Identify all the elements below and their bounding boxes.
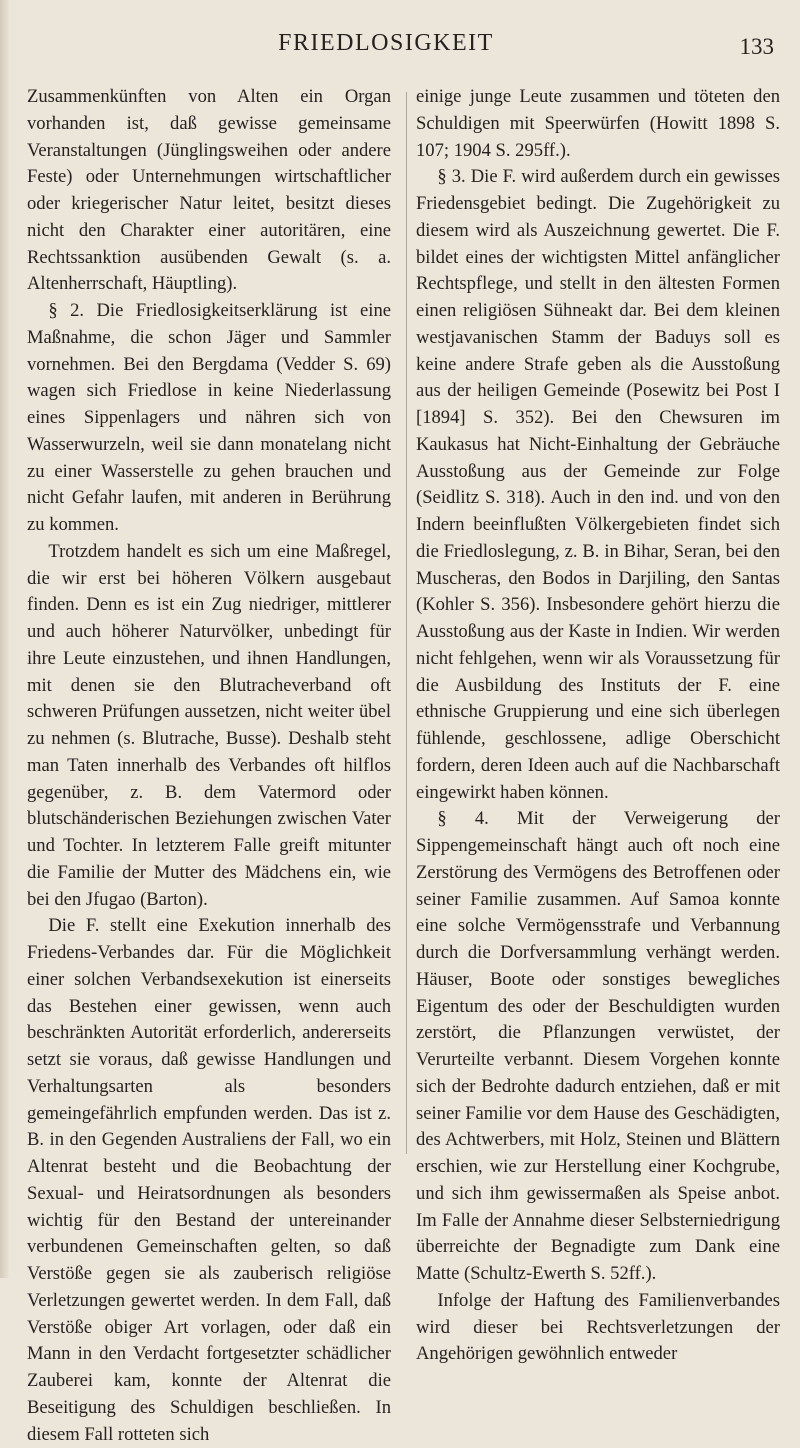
paragraph: § 3. Die F. wird außerdem durch ein gewisses Friedensgebiet bedingt. Die Zugehörigkeit zu diesem wird als Auszeichnung gewertet. Die F. bildet eines der wichtigsten Mittel anfänglicher Rechtspflege, und stellt in den ältesten Formen einen religiösen Sühneakt dar. Bei dem kleinen westjavanischen Stamm der Baduys soll es keine andere Strafe geben als die Ausstoßung aus der heiligen Gemeinde (Posewitz bei Post I [1894] S. 352). Bei den Chewsuren im Kaukasus hat Nicht-Einhaltung der Gebräuche Ausstoßung aus der Gemeinde zur Folge (Seidlitz S. 318). Auch in den ind. und von den Indern beeinflußten Völkergebieten findet sich die Friedloslegung, z. B. in Bihar, Seran, bei den Muscheras, den Bodos in Darjiling, den Santas (Kohler S. 356). Insbesondere gehört hierzu die Ausstoßung aus der Kaste in Indien. Wir werden nicht fehlgehen, wenn wir als Voraussetzung für die Ausbildung des Instituts der F. eine ethnische Gruppierung und eine sich überlegen fühlende, geschlossene, adlige Oberschicht fordern, deren Ideen auch auf die Nachbarschaft eingewirkt haben können. [416, 166, 780, 803]
paragraph: § 2. Die Friedlosigkeitserklärung ist eine Maßnahme, die schon Jäger und Sammler vornehmen. Bei den Bergdama (Vedder S. 69) wagen sich Friedlose in keine Niederlassung eines Sippenlagers und nähren sich von Wasserwurzeln, weil sie dann monatelang nicht zu einer Wasserstelle zu gehen brauchen und nicht Gefahr laufen, mit anderen in Berührung zu kommen. [27, 300, 391, 535]
paragraph: Infolge der Haftung des Familienverbandes wird dieser bei Rechtsverletzungen der Angehörigen gewöhnlich entweder [416, 1289, 780, 1365]
paragraph: Zusammenkünften von Alten ein Organ vorhanden ist, daß gewisse gemeinsame Veranstaltungen (Jünglingsweihen oder andere Feste) oder Unternehmungen wirtschaftlicher oder kriegerischer Natur leitet, besitzt dieses nicht den Charakter einer autoritären, eine Rechtssanktion ausübenden Gewalt (s. a. Altenherrschaft, Häuptling). [27, 86, 391, 295]
paragraph: Trotzdem handelt es sich um eine Maßregel, die wir erst bei höheren Völkern ausgebaut finden. Denn es ist ein Zug niedriger, mittlerer und auch höherer Naturvölker, unbedingt für ihre Leute einzustehen, und ihnen Handlungen, mit denen sie den Blutracheverband oft schweren Prüfungen aussetzen, nicht weiter übel zu nehmen (s. Blutrache, Busse). Deshalb steht man Taten innerhalb des Verbandes oft hilflos gegenüber, z. B. dem Vatermord oder blutschänderischen Beziehungen zwischen Vater und Tochter. In letzterem Falle greift mitunter die Familie der Mutter des Mädchens ein, wie bei den Jfugao (Barton). [27, 540, 391, 910]
column-divider [406, 92, 407, 1154]
page-edge-shadow [0, 0, 10, 1278]
paragraph: § 4. Mit der Verweigerung der Sippengemeinschaft hängt auch oft noch eine Zerstörung des Vermögens des Betroffenen oder seiner Familie zusammen. Auf Samoa konnte eine solche Vermögensstrafe und Verbannung durch die Dorfversammlung verhängt werden. Häuser, Boote oder sonstiges bewegliches Eigentum des oder der Beschuldigten wurden zerstört, die Pflanzungen verwüstet, der Verurteilte verbannt. Diesem Vorgehen konnte sich der Bedrohte dadurch entziehen, daß er mit seiner Familie vor dem Hause des Geschädigten, des Achtwerbers, mit Holz, Steinen und Blättern erschien, wie zur Herstellung einer Kochgrube, und sich ihm gewissermaßen als Speise anbot. Im Falle der Annahme dieser Selbsterniedrigung überreichte der Begnadigte zum Dank eine Matte (Schultz-Ewerth S. 52ff.). [416, 808, 780, 1284]
paragraph: einige junge Leute zusammen und töteten den Schuldigen mit Speerwürfen (Howitt 1898 S. 107; 1904 S. 295ff.). [416, 86, 780, 161]
right-column [416, 84, 780, 1368]
page-number: 133 [739, 34, 774, 59]
left-column [27, 84, 391, 1448]
running-head: FRIEDLOSIGKEIT [278, 30, 494, 56]
paragraph: Die F. stellt eine Exekution innerhalb des Friedens-Verbandes dar. Für die Möglichkeit einer solchen Verbandsexekution ist einerseits das Bestehen einer gewissen, wenn auch beschränkten Autorität erforderlich, andererseits setzt sie voraus, daß gewisse Handlungen und Verhaltungsarten als besonders gemeingefährlich empfunden werden. Das ist z. B. in den Gegenden Australiens der Fall, wo ein Altenrat besteht und die Beobachtung der Sexual- und Heiratsordnungen als besonders wichtig für den Bestand der untereinander verbundenen Gemeinschaften gelten, so daß Verstöße gegen sie als zauberisch religiöse Verletzungen gewertet werden. In dem Fall, daß Verstöße obiger Art vorlagen, oder daß ein Mann in den Verdacht fortgesetzter schädlicher Zauberei kam, konnte der Altenrat die Beseitigung des Schuldigen beschließen. In diesem Fall rotteten sich [27, 915, 391, 1445]
